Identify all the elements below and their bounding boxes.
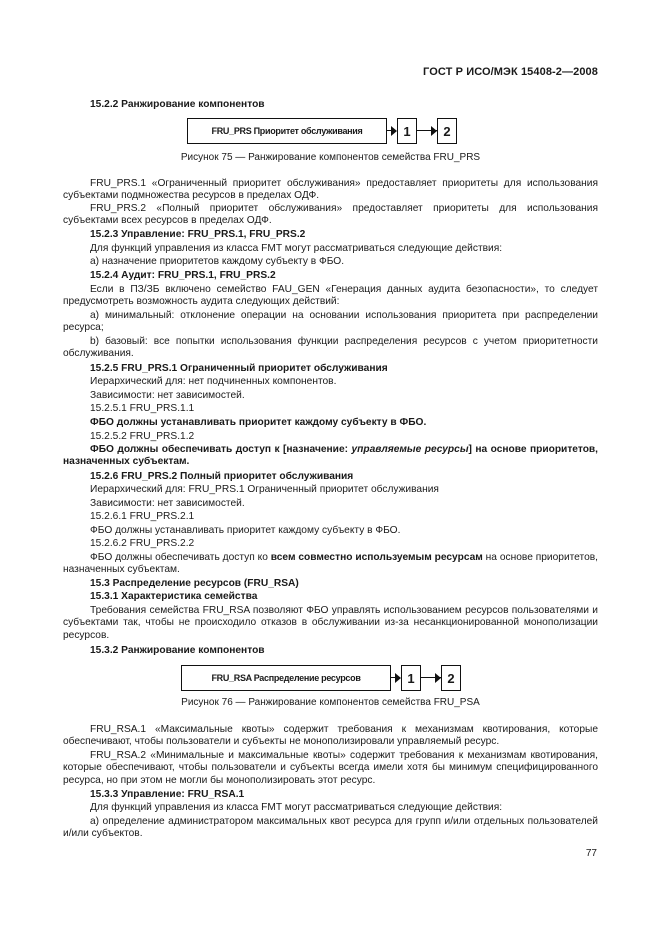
paragraph: Зависимости: нет зависимостей.: [90, 498, 245, 509]
list-item: а) назначение приоритетов каждому субъекту в ФБО.: [90, 256, 345, 267]
paragraph: FRU_PRS.2 «Полный приоритет обслуживания» предоставляет приоритеты для использования субъектами всех ресурсов в пределах ОДФ.: [63, 203, 598, 227]
section-title-15-3-2: 15.3.2 Ранжирование компонентов: [90, 645, 265, 656]
figure-75-diagram: [187, 118, 467, 148]
element-id: 15.2.5.2 FRU_PRS.1.2: [90, 431, 195, 442]
section-title-15-2-4: 15.2.4 Аудит: FRU_PRS.1, FRU_PRS.2: [90, 270, 276, 281]
section-title-15-3: 15.3 Распределение ресурсов (FRU_RSA): [90, 578, 299, 589]
component-box-fru-rsa: FRU_RSA Распределение ресурсов: [181, 665, 391, 691]
figure-76-caption: Рисунок 76 — Ранжирование компонентов семейства FRU_PSA: [181, 697, 480, 708]
page-number: 77: [585, 848, 597, 859]
level-box-1: 1: [397, 118, 417, 144]
requirement-text: ФБО должны обеспечивать доступ ко всем совместно используемым ресурсам на основе приоритетов, назначенных субъектам.: [63, 552, 598, 576]
paragraph: Иерархический для: нет подчиненных компонентов.: [90, 376, 337, 387]
paragraph: Для функций управления из класса FMT могут рассматриваться следующие действия:: [90, 802, 503, 813]
paragraph: FRU_RSA.1 «Максимальные квоты» содержит требования к механизмам квотирования, которые обеспечивают, чтобы пользователи и субъекты не монополизировали управляемый ресурс.: [63, 724, 598, 748]
list-item: а) определение администратором максимальных квот ресурса для групп и/или отдельных пользователей и/или субъектов.: [63, 816, 598, 840]
section-title-15-2-3: 15.2.3 Управление: FRU_PRS.1, FRU_PRS.2: [90, 229, 306, 240]
section-title-15-3-1: 15.3.1 Характеристика семейства: [90, 591, 258, 602]
list-item: b) базовый: все попытки использования функции распределения ресурсов с учетом приоритетности обслуживания.: [63, 336, 598, 360]
element-id: 15.2.5.1 FRU_PRS.1.1: [90, 403, 195, 414]
requirement-text: ФБО должны устанавливать приоритет каждому субъекту в ФБО.: [90, 525, 401, 536]
paragraph: Если в ПЗ/ЗБ включено семейство FAU_GEN «Генерация данных аудита безопасности», то следует предусмотреть возможность аудита следующих действий:: [63, 284, 598, 308]
section-title-15-3-3: 15.3.3 Управление: FRU_RSA.1: [90, 789, 245, 800]
paragraph: Зависимости: нет зависимостей.: [90, 390, 245, 401]
requirement-text: ФБО должны обеспечивать доступ к [назначение: управляемые ресурсы] на основе приоритетов, назначенных субъектам.: [63, 444, 599, 468]
list-item: а) минимальный: отклонение операции на основании использования приоритета при распределении ресурса;: [63, 310, 598, 334]
element-id: 15.2.6.2 FRU_PRS.2.2: [90, 538, 195, 549]
section-title-15-2-2: 15.2.2 Ранжирование компонентов: [90, 99, 265, 110]
level-box-1: 1: [401, 665, 421, 691]
paragraph: Для функций управления из класса FMT могут рассматриваться следующие действия:: [90, 243, 503, 254]
level-box-2: 2: [437, 118, 457, 144]
figure-75-caption: Рисунок 75 — Ранжирование компонентов семейства FRU_PRS: [180, 152, 481, 163]
component-box-fru-prs: FRU_PRS Приоритет обслуживания: [187, 118, 387, 144]
paragraph: FRU_RSA.2 «Минимальные и максимальные квоты» содержит требования к механизмам квотирования, которые обеспечивают, чтобы пользователи и субъекты всегда имели хотя бы минимум специфицированного ресурса, но при этом не могли бы монополизировать этот ресурс.: [63, 750, 598, 786]
paragraph: Требования семейства FRU_RSA позволяют ФБО управлять использованием ресурсов пользователями и субъектами так, чтобы не происходило отказов в обслуживании из-за несанкционированной монополизации ресурсов.: [63, 605, 598, 641]
paragraph: Иерархический для: FRU_PRS.1 Ограниченный приоритет обслуживания: [90, 484, 439, 495]
document-header: ГОСТ Р ИСО/МЭК 15408-2—2008: [423, 66, 598, 78]
figure-76-diagram: [181, 665, 463, 695]
section-title-15-2-5: 15.2.5 FRU_PRS.1 Ограниченный приоритет обслуживания: [90, 363, 388, 374]
level-box-2: 2: [441, 665, 461, 691]
element-id: 15.2.6.1 FRU_PRS.2.1: [90, 511, 195, 522]
requirement-text: ФБО должны устанавливать приоритет каждому субъекту в ФБО.: [90, 417, 427, 428]
section-title-15-2-6: 15.2.6 FRU_PRS.2 Полный приоритет обслуживания: [90, 471, 354, 482]
paragraph: FRU_PRS.1 «Ограниченный приоритет обслуживания» предоставляет приоритеты для использования субъектами подмножества ресурсов в пределах ОДФ.: [63, 178, 598, 202]
